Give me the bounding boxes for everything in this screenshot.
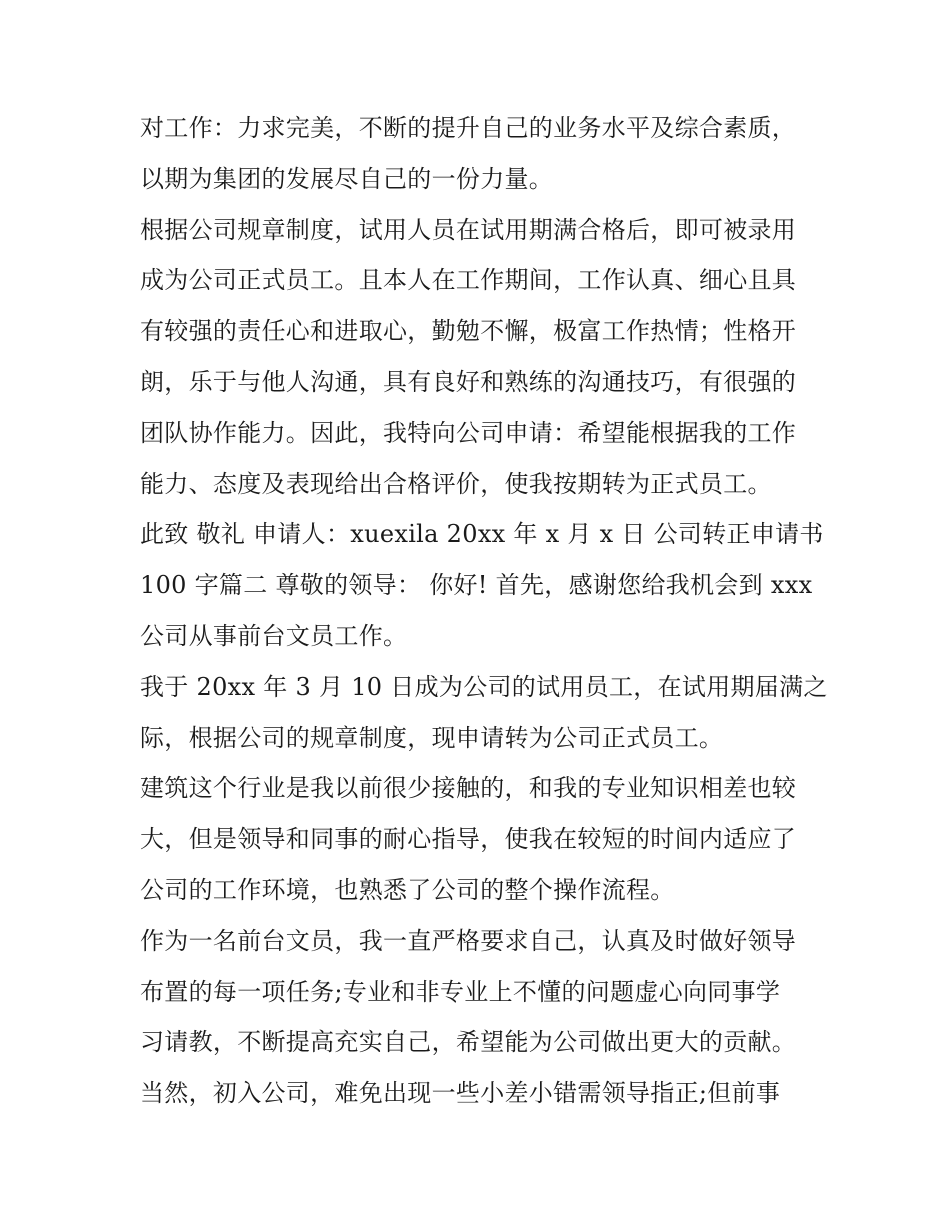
text-line: 大，但是领导和同事的耐心指导，使我在较短的时间内适应了 [140,825,797,854]
text-line: 公司从事前台文员工作。 [140,621,408,650]
text-line: 习请教，不断提高充实自己，希望能为公司做出更大的贡献。 [140,1028,797,1057]
text-line: 团队协作能力。因此，我特向公司申请：希望能根据我的工作 [140,418,797,447]
text-line: 布置的每一项任务;专业和非专业上不懂的问题虚心向同事学 [140,977,781,1006]
text-line: 根据公司规章制度，试用人员在试用期满合格后，即可被录用 [140,215,797,244]
text-line: 当然，初入公司，难免出现一些小差小错需领导指正;但前事 [140,1079,781,1108]
text-line: 100 字篇二 尊敬的领导： 你好! 首先，感谢您给我机会到 xxx [140,571,813,600]
text-line: 此致 敬礼 申请人：xuexila 20xx 年 x 月 x 日 公司转正申请书 [140,520,824,549]
text-line: 我于 20xx 年 3 月 10 日成为公司的试用员工，在试用期届满之 [140,672,828,701]
text-line: 作为一名前台文员，我一直严格要求自己，认真及时做好领导 [140,926,797,955]
document-text-body [140,103,830,1119]
text-line: 际，根据公司的规章制度，现申请转为公司正式员工。 [140,723,724,752]
text-line: 能力、态度及表现给出合格评价，使我按期转为正式员工。 [140,469,772,498]
text-line: 公司的工作环境，也熟悉了公司的整个操作流程。 [140,875,675,904]
text-line: 朗，乐于与他人沟通，具有良好和熟练的沟通技巧，有很强的 [140,367,797,396]
text-line: 建筑这个行业是我以前很少接触的，和我的专业知识相差也较 [140,774,797,803]
text-line: 对工作：力求完美，不断的提升自己的业务水平及综合素质， [140,114,797,142]
text-line: 成为公司正式员工。且本人在工作期间，工作认真、细心且具 [140,266,797,295]
text-line: 有较强的责任心和进取心，勤勉不懈，极富工作热情；性格开 [140,317,797,346]
text-line: 以期为集团的发展尽自己的一份力量。 [140,164,554,193]
